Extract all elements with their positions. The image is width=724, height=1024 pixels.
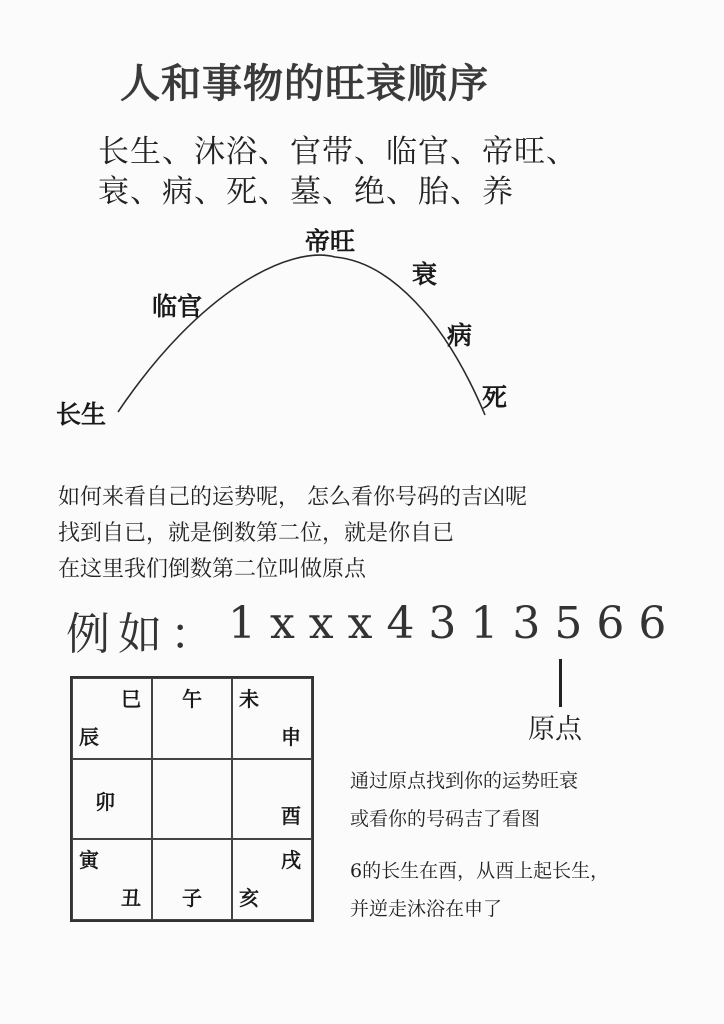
note-line-3: 6的长生在酉，从酉上起长生，	[350, 860, 610, 882]
branch-chou: 丑	[121, 885, 141, 910]
origin-pointer-line	[559, 659, 562, 707]
grid-cell-top-center	[152, 678, 232, 759]
curve-label-changsheng: 长生	[56, 400, 107, 429]
note-line-1: 通过原点找到你的运势旺衰	[350, 770, 579, 792]
origin-label: 原点	[528, 714, 582, 745]
order-line-2: 衰、病、死、墓、绝、胎、养	[98, 174, 514, 210]
curve-label-bing: 病	[447, 321, 473, 350]
grid-cell-bottom-right	[232, 839, 312, 920]
branch-mao: 卯	[95, 789, 115, 814]
note-line-4: 并逆走沐浴在申了	[350, 898, 503, 920]
branch-hai: 亥	[239, 885, 259, 910]
paragraph-line-3: 在这里我们倒数第二位叫做原点	[58, 557, 367, 582]
branch-you: 酉	[281, 803, 301, 828]
curve-label-shuai: 衰	[412, 260, 438, 289]
grid-cell-top-right	[232, 678, 312, 759]
branch-xu: 戌	[281, 848, 301, 873]
branch-wei: 未	[239, 687, 259, 711]
branch-wu: 午	[182, 687, 202, 711]
branch-yin: 寅	[79, 848, 99, 873]
branch-zi: 子	[182, 885, 202, 910]
curve-label-si: 死	[482, 383, 508, 412]
grid-cell-middle-left	[72, 759, 152, 840]
paragraph-line-2: 找到自已，就是倒数第二位，就是你自已	[58, 521, 455, 546]
grid-cell-bottom-left	[72, 839, 152, 920]
example-number: 1xxx4313566	[228, 598, 681, 649]
grid-cell-middle-right	[232, 759, 312, 840]
page-title: 人和事物的旺衰顺序	[120, 61, 489, 107]
paragraph-line-1: 如何来看自己的运势呢， 怎么看你号码的吉凶呢	[58, 485, 527, 510]
branch-si: 巳	[121, 687, 141, 711]
branch-shen: 申	[281, 724, 301, 749]
example-label: 例如：	[66, 609, 222, 660]
grid-cell-bottom-center	[152, 839, 232, 920]
curve-label-diwang: 帝旺	[305, 227, 356, 256]
curve-label-linguan: 临官	[152, 292, 203, 321]
note-line-2: 或看你的号码吉了看图	[350, 808, 541, 830]
branch-chen: 辰	[79, 724, 99, 749]
order-line-1: 长生、沐浴、官带、临官、帝旺、	[98, 134, 578, 170]
earthly-branches-grid	[70, 676, 314, 922]
grid-cell-top-left	[72, 678, 152, 759]
grid-cell-center	[152, 759, 232, 840]
